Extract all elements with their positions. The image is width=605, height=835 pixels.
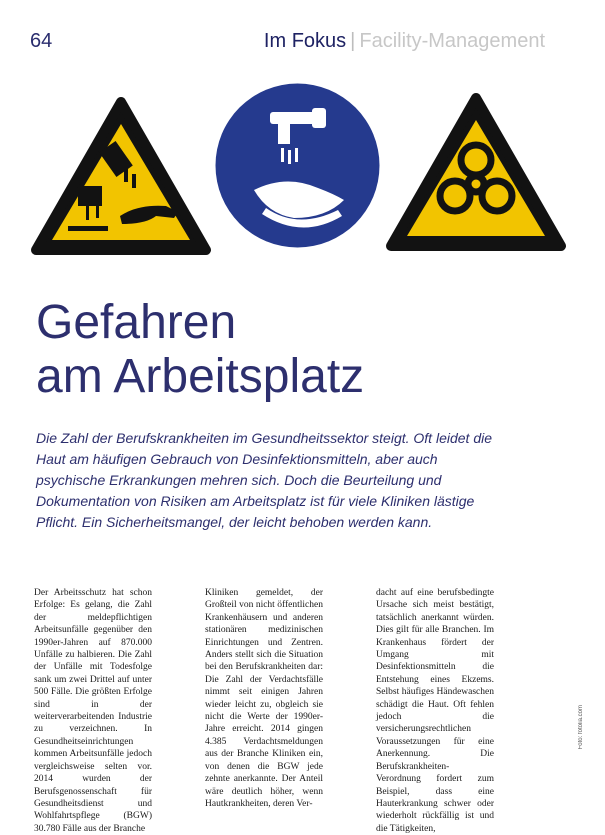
section-header — [264, 30, 545, 53]
body-column-1: Der Arbeitsschutz hat schon Erfolge: Es gelang, die Zahl der meldepflichtigen Arbeitsunfälle gegenüber den 1990er-Jahren auf 870.000 Unfälle zu halbieren. Die Zahl der Unfälle mit Todesfolge sank um zwei Drittel auf unter 500 Fälle. Die größten Erfolge sind in der weiterverarbeitenden Industrie zu verzeichnen. In Gesundheitseinrichtungen kommen Arbeitsunfälle jedoch vergleichsweise selten vor. 2014 wurden der Berufsgenossenschaft für Gesundheitsdienst und Wohlfahrtspflege (BGW) 30.780 Fälle aus der Branche — [34, 588, 152, 834]
section-title: Im Fokus — [263, 30, 347, 52]
body-column-2: Kliniken gemeldet, der Großteil von nicht öffentlichen Krankenhäusern und anderen stationären medizinischen Einrichtungen und Zentren. Anders stellt sich die Situation bei den Berufskrankheiten dar: Die Zahl der Verdachtsfälle nimmt seit einigen Jahren wieder leicht zu, obgleich sie nicht die Werte der 1990er-Jahre erreicht. 2014 gingen 4.385 Verdachtsmeldungen aus der Branche Kliniken ein, von denen die BGW jede zehnte anerkannte. Der Anteil wäre deutlich höher, wenn Hautkrankheiten, deren Ver- — [205, 588, 323, 809]
photo-credit: Foto: fotolia.com — [578, 705, 584, 750]
subsection-title: Facility-Management — [359, 30, 545, 52]
headline-line-1: Gefahren — [36, 296, 237, 349]
article-lead: Die Zahl der Berufskrankheiten im Gesundheitssektor steigt. Oft leidet die Haut am häufigen Gebrauch von Desinfektionsmitteln, aber auch psychische Erkrankungen mehren sich. Doch die Beurteilung und Dokumentation von Risiken am Arbeitsplatz ist für viele Kliniken lästige Pflicht. Ein Sicherheitsmangel, der leicht behoben werden kann. — [36, 430, 492, 530]
corrosive-hazard-icon — [28, 92, 214, 258]
wash-hands-icon — [214, 82, 381, 249]
biohazard-icon — [383, 88, 569, 254]
section-separator: | — [350, 30, 356, 52]
page-number: 64 — [30, 30, 53, 52]
body-column-3: dacht auf eine berufsbedingte Ursache sich meist bestätigt, tatsächlich anerkannt würden. Dies gilt für alle Branchen. Im Krankenhaus fördert der Umgang mit Desinfektionsmitteln die Entstehung eines Ekzems. Selbst häufiges Händewaschen schädigt die Haut. Oft fehlen jedoch die versicherungsrechtlichen Voraussetzungen für eine Anerkennung. Die Berufskrankheiten-Verordnung fordert zum Beispiel, dass eine Hauterkrankung schwer oder wiederholt rückfällig ist und die Tätigkeiten, — [376, 588, 494, 834]
headline-line-2: am Arbeitsplatz — [36, 350, 365, 403]
article-headline — [36, 296, 364, 404]
